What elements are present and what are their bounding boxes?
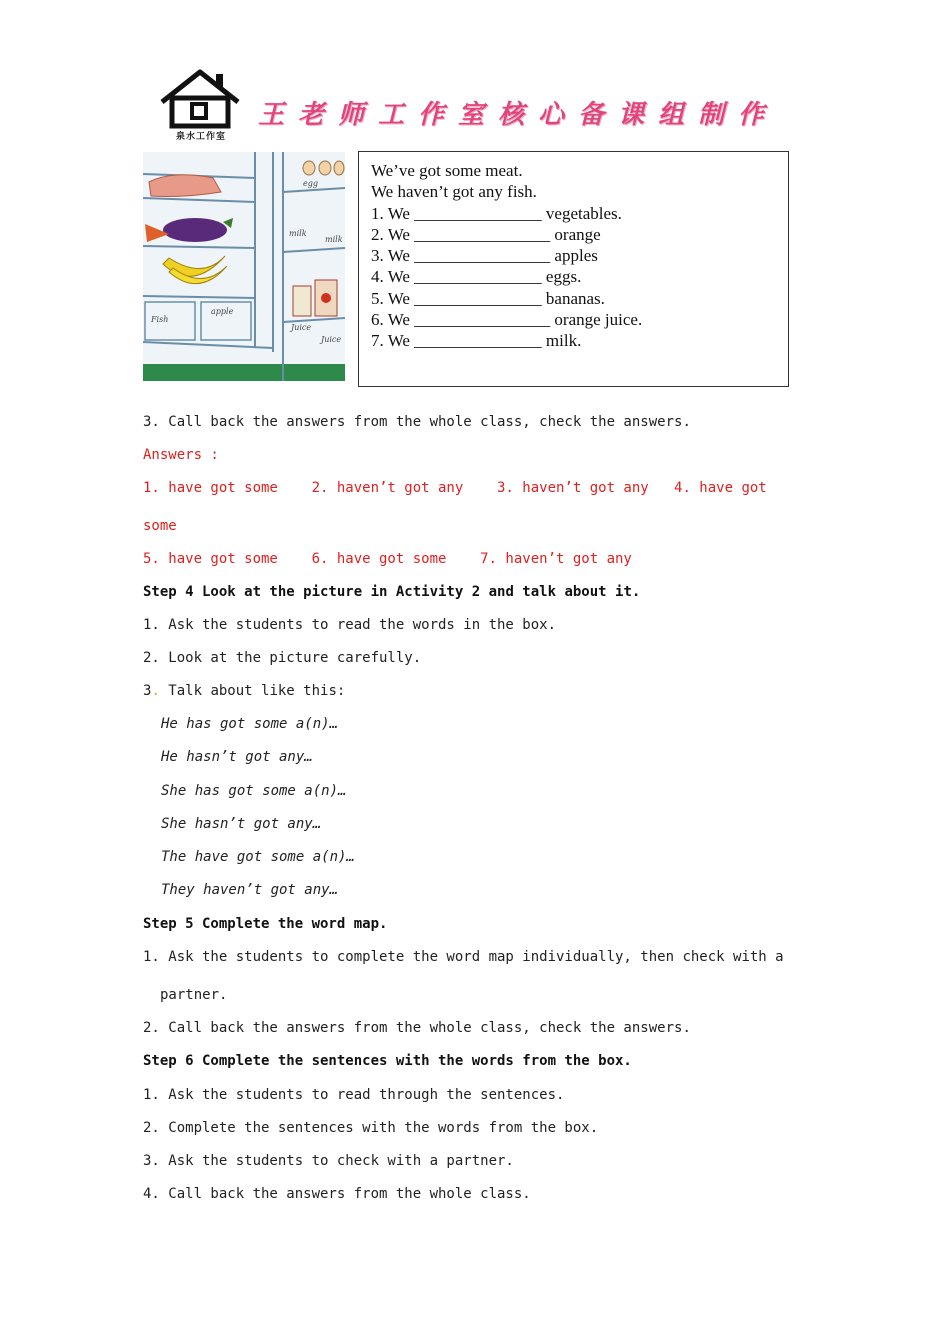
step6-item-2: 2. Complete the sentences with the words from the box. <box>143 1120 599 1136</box>
label-egg: egg <box>303 179 318 188</box>
label-fish: Fish <box>151 315 169 324</box>
step4-heading-part: in Activity 2 and talk <box>370 584 557 600</box>
example-sentence: They haven’t got any… <box>161 882 339 898</box>
example-sentence: She hasn’t got any… <box>161 816 322 832</box>
answers-line-1: 1. have got some 2. haven’t got any 3. haven’t got any 4. have got <box>143 480 767 496</box>
step6-item-1: 1. Ask the students to read through the sentences. <box>143 1087 565 1103</box>
answers-label: Answers : <box>143 447 219 463</box>
exercise-line: 3. We ________________ apples <box>371 246 598 266</box>
step6-item-3: 3. Ask the students to check with a partner. <box>143 1153 514 1169</box>
exercise-box <box>358 151 789 387</box>
step4-item-3 <box>143 683 345 699</box>
step4-item-2: 2. Look at the picture carefully. <box>143 650 422 666</box>
exercise-line: 6. We ________________ orange juice. <box>371 310 643 330</box>
step5-item-1-cont: partner. <box>160 987 228 1003</box>
logo-caption: 泉水工作室 <box>175 132 226 142</box>
label-milk-2: milk <box>325 235 343 244</box>
step5-item-1: 1. Ask the students to complete the word map individually, then check with a <box>143 949 784 965</box>
exercise-line: 2. We ________________ orange <box>371 224 601 244</box>
exercise-line: 5. We _______________ bananas. <box>371 288 605 308</box>
step6-item-4: 4. Call back the answers from the whole class. <box>143 1186 531 1202</box>
example-sentence: He hasn’t got any… <box>161 749 313 765</box>
step4-heading-part: Step 4 Look at the picture <box>143 584 371 600</box>
exercise-line: 4. We _______________ eggs. <box>371 267 582 287</box>
label-juice-1: Juice <box>291 323 312 332</box>
step4-item-3-num: 3 <box>143 683 152 699</box>
exercise-line: 1. We _______________ vegetables. <box>371 203 622 223</box>
step4-item-1: 1. Ask the students to read the words in the box. <box>143 617 557 633</box>
step6-heading: Step 6 Complete the sentences with the words from the box. <box>143 1053 632 1069</box>
step5-heading: Step 5 Complete the word map. <box>143 916 388 932</box>
step5-item-2: 2. Call back the answers from the whole class, check the answers. <box>143 1020 691 1036</box>
dot-mark: . <box>151 683 160 699</box>
step4-heading-part: about it. <box>556 584 641 600</box>
exercise-line: We’ve got some meat. <box>371 161 523 180</box>
answers-line-2: 5. have got some 6. have got some 7. haven’t got any <box>143 551 632 567</box>
label-apple: apple <box>211 307 234 316</box>
label-milk-1: milk <box>289 229 307 238</box>
answers-line-1-cont: some <box>143 518 177 534</box>
exercise-line: 7. We _______________ milk. <box>371 331 582 351</box>
example-sentence: She has got some a(n)… <box>161 783 347 799</box>
step4-item-3-text: Talk about like this: <box>159 683 346 699</box>
label-juice-2: Juice <box>321 335 342 344</box>
exercise-line: We haven’t got any fish. <box>371 182 537 202</box>
fridge-illustration <box>143 152 345 381</box>
example-sentence: The have got some a(n)… <box>161 849 355 865</box>
step4-heading <box>143 584 640 600</box>
example-sentence: He has got some a(n)… <box>161 716 339 732</box>
header-banner: 王老师工作室核心备课组制作 <box>258 100 779 130</box>
step3-call-back: 3. Call back the answers from the whole class, check the answers. <box>143 414 691 430</box>
